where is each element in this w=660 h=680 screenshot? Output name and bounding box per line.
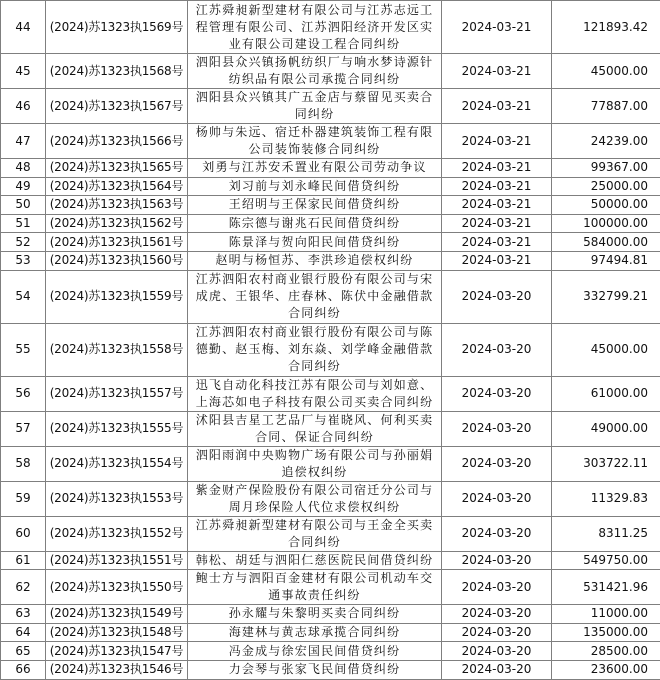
case-description: 陈宗德与谢兆石民间借贷纠纷 (188, 214, 442, 233)
case-number: (2024)苏1323执1565号 (46, 159, 188, 178)
filing-date: 2024-03-20 (442, 481, 552, 516)
case-description: 赵明与杨恒苏、李洪珍追偿权纠纷 (188, 251, 442, 270)
filing-date: 2024-03-21 (442, 89, 552, 124)
amount: 11000.00 (552, 605, 660, 624)
filing-date: 2024-03-20 (442, 605, 552, 624)
filing-date: 2024-03-21 (442, 233, 552, 252)
filing-date: 2024-03-21 (442, 1, 552, 54)
amount: 45000.00 (552, 54, 660, 89)
amount: 531421.96 (552, 570, 660, 605)
row-number: 61 (1, 551, 46, 570)
case-description: 杨帅与朱远、宿迁朴器建筑装饰工程有限公司装饰装修合同纠纷 (188, 124, 442, 159)
case-description: 江苏舜昶新型建材有限公司与王金全买卖合同纠纷 (188, 516, 442, 551)
case-description: 陈景泽与贺向阳民间借贷纠纷 (188, 233, 442, 252)
filing-date: 2024-03-20 (442, 323, 552, 376)
case-description: 韩松、胡廷与泗阳仁慈医院民间借贷纠纷 (188, 551, 442, 570)
table-row (1, 642, 660, 661)
table-row (1, 516, 660, 551)
case-description: 泗阳县众兴镇其广五金店与蔡留见买卖合同纠纷 (188, 89, 442, 124)
row-number: 49 (1, 177, 46, 196)
table-row (1, 124, 660, 159)
table-row (1, 233, 660, 252)
amount: 8311.25 (552, 516, 660, 551)
case-number: (2024)苏1323执1566号 (46, 124, 188, 159)
row-number: 56 (1, 376, 46, 411)
case-number: (2024)苏1323执1557号 (46, 376, 188, 411)
amount: 11329.83 (552, 481, 660, 516)
case-description: 鲍士方与泗阳百金建材有限公司机动车交通事故责任纠纷 (188, 570, 442, 605)
row-number: 59 (1, 481, 46, 516)
row-number: 44 (1, 1, 46, 54)
filing-date: 2024-03-20 (442, 516, 552, 551)
filing-date: 2024-03-20 (442, 446, 552, 481)
case-description: 孙永耀与朱黎明买卖合同纠纷 (188, 605, 442, 624)
filing-date: 2024-03-21 (442, 196, 552, 215)
case-number: (2024)苏1323执1555号 (46, 411, 188, 446)
case-number: (2024)苏1323执1568号 (46, 54, 188, 89)
amount: 99367.00 (552, 159, 660, 178)
case-number: (2024)苏1323执1553号 (46, 481, 188, 516)
amount: 61000.00 (552, 376, 660, 411)
table-row (1, 323, 660, 376)
amount: 332799.21 (552, 270, 660, 323)
row-number: 48 (1, 159, 46, 178)
table-row (1, 660, 660, 679)
table-row (1, 177, 660, 196)
row-number: 55 (1, 323, 46, 376)
row-number: 63 (1, 605, 46, 624)
amount: 100000.00 (552, 214, 660, 233)
filing-date: 2024-03-20 (442, 551, 552, 570)
case-number: (2024)苏1323执1546号 (46, 660, 188, 679)
row-number: 45 (1, 54, 46, 89)
row-number: 66 (1, 660, 46, 679)
case-description: 王绍明与王保家民间借贷纠纷 (188, 196, 442, 215)
amount: 135000.00 (552, 623, 660, 642)
case-description: 泗阳雨润中央购物广场有限公司与孙丽娟追偿权纠纷 (188, 446, 442, 481)
case-description: 力会琴与张家飞民间借贷纠纷 (188, 660, 442, 679)
row-number: 52 (1, 233, 46, 252)
table-row (1, 251, 660, 270)
case-number: (2024)苏1323执1558号 (46, 323, 188, 376)
row-number: 57 (1, 411, 46, 446)
table-row (1, 196, 660, 215)
filing-date: 2024-03-20 (442, 411, 552, 446)
case-number: (2024)苏1323执1548号 (46, 623, 188, 642)
case-number: (2024)苏1323执1552号 (46, 516, 188, 551)
table-row (1, 1, 660, 54)
case-number: (2024)苏1323执1550号 (46, 570, 188, 605)
filing-date: 2024-03-21 (442, 177, 552, 196)
amount: 121893.42 (552, 1, 660, 54)
table-row (1, 623, 660, 642)
table-row (1, 214, 660, 233)
row-number: 54 (1, 270, 46, 323)
row-number: 51 (1, 214, 46, 233)
case-description: 泗阳县众兴镇扬帆纺织厂与响水梦诗源针纺织品有限公司承揽合同纠纷 (188, 54, 442, 89)
case-number: (2024)苏1323执1559号 (46, 270, 188, 323)
case-number: (2024)苏1323执1564号 (46, 177, 188, 196)
case-number: (2024)苏1323执1551号 (46, 551, 188, 570)
amount: 549750.00 (552, 551, 660, 570)
amount: 28500.00 (552, 642, 660, 661)
table-row (1, 376, 660, 411)
amount: 25000.00 (552, 177, 660, 196)
case-description: 刘习前与刘永峰民间借贷纠纷 (188, 177, 442, 196)
amount: 24239.00 (552, 124, 660, 159)
case-description: 冯金成与徐宏国民间借贷纠纷 (188, 642, 442, 661)
filing-date: 2024-03-20 (442, 570, 552, 605)
case-description: 江苏舜昶新型建材有限公司与江苏志远工程管理有限公司、江苏泗阳经济开发区实业有限公司建设工程合同纠纷 (188, 1, 442, 54)
case-number: (2024)苏1323执1563号 (46, 196, 188, 215)
table-row (1, 270, 660, 323)
filing-date: 2024-03-21 (442, 159, 552, 178)
case-description: 江苏泗阳农村商业银行股份有限公司与陈德勤、赵玉梅、刘东焱、刘学峰金融借款合同纠纷 (188, 323, 442, 376)
table-row (1, 54, 660, 89)
amount: 303722.11 (552, 446, 660, 481)
table-row (1, 411, 660, 446)
case-number: (2024)苏1323执1567号 (46, 89, 188, 124)
filing-date: 2024-03-20 (442, 270, 552, 323)
table-row (1, 481, 660, 516)
case-description: 江苏泗阳农村商业银行股份有限公司与宋成虎、王银华、庄春林、陈伏中金融借款合同纠纷 (188, 270, 442, 323)
row-number: 46 (1, 89, 46, 124)
row-number: 64 (1, 623, 46, 642)
row-number: 47 (1, 124, 46, 159)
case-number: (2024)苏1323执1549号 (46, 605, 188, 624)
filing-date: 2024-03-21 (442, 124, 552, 159)
case-number: (2024)苏1323执1562号 (46, 214, 188, 233)
amount: 23600.00 (552, 660, 660, 679)
row-number: 58 (1, 446, 46, 481)
table-row (1, 159, 660, 178)
row-number: 62 (1, 570, 46, 605)
row-number: 53 (1, 251, 46, 270)
case-number: (2024)苏1323执1547号 (46, 642, 188, 661)
amount: 49000.00 (552, 411, 660, 446)
filing-date: 2024-03-20 (442, 376, 552, 411)
filing-date: 2024-03-21 (442, 54, 552, 89)
amount: 50000.00 (552, 196, 660, 215)
filing-date: 2024-03-20 (442, 642, 552, 661)
table-row (1, 89, 660, 124)
filing-date: 2024-03-21 (442, 251, 552, 270)
case-number: (2024)苏1323执1561号 (46, 233, 188, 252)
table-row (1, 570, 660, 605)
case-description: 紫金财产保险股份有限公司宿迁分公司与周月珍保险人代位求偿权纠纷 (188, 481, 442, 516)
case-description: 迅飞自动化科技江苏有限公司与刘如意、上海芯如电子科技有限公司买卖合同纠纷 (188, 376, 442, 411)
case-number: (2024)苏1323执1560号 (46, 251, 188, 270)
row-number: 65 (1, 642, 46, 661)
case-description: 刘勇与江苏安禾置业有限公司劳动争议 (188, 159, 442, 178)
case-description: 海建林与黄志球承揽合同纠纷 (188, 623, 442, 642)
filing-date: 2024-03-20 (442, 660, 552, 679)
row-number: 50 (1, 196, 46, 215)
filing-date: 2024-03-21 (442, 214, 552, 233)
table-row (1, 551, 660, 570)
case-number: (2024)苏1323执1569号 (46, 1, 188, 54)
table-row (1, 605, 660, 624)
amount: 45000.00 (552, 323, 660, 376)
case-number: (2024)苏1323执1554号 (46, 446, 188, 481)
case-description: 沭阳县吉星工艺品厂与崔晓风、何利买卖合同、保证合同纠纷 (188, 411, 442, 446)
amount: 584000.00 (552, 233, 660, 252)
row-number: 60 (1, 516, 46, 551)
amount: 97494.81 (552, 251, 660, 270)
filing-date: 2024-03-20 (442, 623, 552, 642)
table-row (1, 446, 660, 481)
amount: 77887.00 (552, 89, 660, 124)
